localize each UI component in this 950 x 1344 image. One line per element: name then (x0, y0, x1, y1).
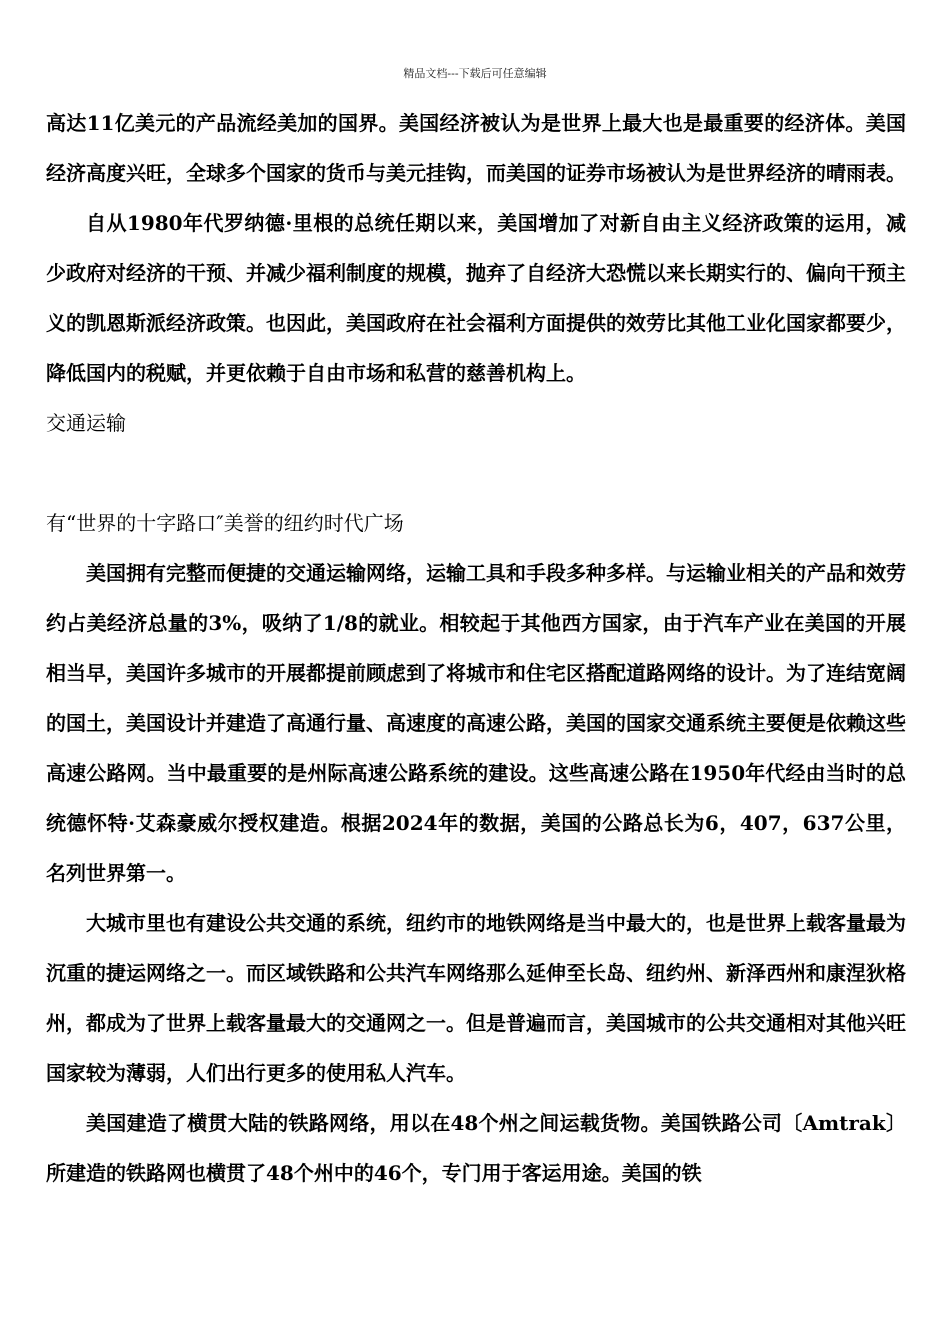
paragraph-transport-network: 美国拥有完整而便捷的交通运输网络，运输工具和手段多种多样。与运输业相关的产品和效劳约占美经济总量的3%，吸纳了1/8的就业。相较起于其他西方国家，由于汽车产业在美国的开展相当早，美国许多城市的开展都提前顾虑到了将城市和住宅区搭配道路网络的设计。为了连结宽阔的国土，美国设计并建造了高通行量、高速度的高速公路，美国的国家交通系统主要便是依赖这些高速公路网。当中最重要的是州际高速公路系统的建设。这些高速公路在1950年代经由当时的总统德怀特·艾森豪威尔授权建造。根据2024年的数据，美国的公路总长为6，407，637公里，名列世界第一。 (46, 561, 906, 885)
document-body (46, 98, 906, 1198)
paragraph-neoliberal-policy: 自从1980年代罗纳德·里根的总统任期以来，美国增加了对新自由主义经济政策的运用，减少政府对经济的干预、并减少福利制度的规模，抛弃了自经济大恐慌以来长期实行的、偏向干预主义的凯恩斯派经济政策。也因此，美国政府在社会福利方面提供的效劳比其他工业化国家都要少，降低国内的税赋，并更依赖于自由市场和私营的慈善机构上。 (46, 211, 906, 385)
paragraph-public-transit: 大城市里也有建设公共交通的系统，纽约市的地铁网络是当中最大的，也是世界上载客量最为沉重的捷运网络之一。而区域铁路和公共汽车网络那么延伸至长岛、纽约州、新泽西州和康涅狄格州，都成为了世界上载客量最大的交通网之一。但是普遍而言，美国城市的公共交通相对其他兴旺国家较为薄弱，人们出行更多的使用私人汽车。 (46, 911, 906, 1085)
page-header: 精品文档---下载后可任意编辑 (403, 67, 547, 80)
paragraph-economy-continued: 高达11亿美元的产品流经美加的国界。美国经济被认为是世界上最大也是最重要的经济体。美国经济高度兴旺，全球多个国家的货币与美元挂钩，而美国的证券市场被认为是世界经济的晴雨表。 (46, 111, 906, 185)
image-placeholder-space (46, 448, 906, 498)
image-caption-times-square: 有“世界的十字路口″美誉的纽约时代广场 (46, 511, 404, 535)
paragraph-railway: 美国建造了横贯大陆的铁路网络，用以在48个州之间运载货物。美国铁路公司〔Amtrak〕所建造的铁路网也横贯了48个州中的46个，专门用于客运用途。美国的铁 (46, 1111, 906, 1185)
section-heading-transport: 交通运输 (46, 411, 126, 435)
